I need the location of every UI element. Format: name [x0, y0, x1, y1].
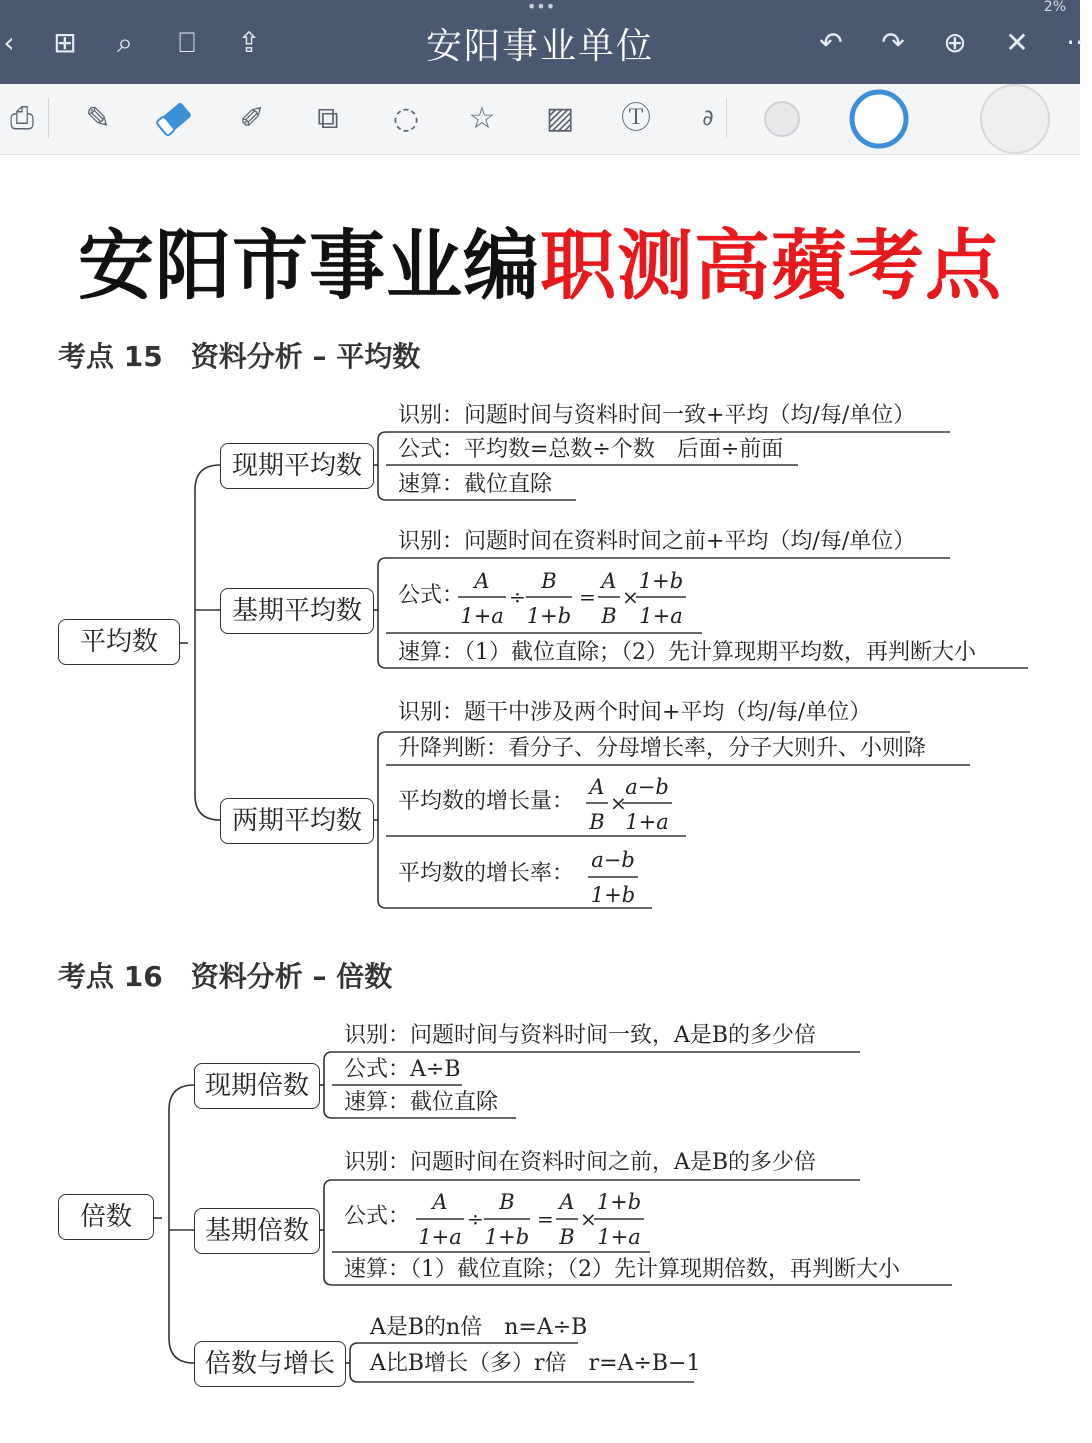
s16-b1-identify: 识别：问题时间与资料时间一致，A是B的多少倍	[344, 1023, 817, 1048]
page-icon[interactable]: ⎙	[10, 101, 34, 136]
node-base-multiple: 基期倍数	[194, 1208, 320, 1254]
node-multiple-root: 倍数	[58, 1194, 154, 1240]
frac-num: A	[589, 775, 605, 799]
s16-b1-quick: 速算：截位直除	[344, 1090, 499, 1115]
node-multiple-and-growth: 倍数与增长	[194, 1341, 346, 1387]
battery-status: 2%	[1043, 0, 1066, 15]
op-multiply: ×	[580, 1207, 597, 1231]
undo-icon[interactable]: ↶	[819, 26, 843, 59]
close-icon[interactable]: ✕	[1005, 26, 1029, 59]
node-two-period-average: 两期平均数	[220, 798, 374, 844]
s15-b2-quick: 速算：（1）截位直除；（2）先计算现期平均数，再判断大小	[398, 640, 976, 665]
op-multiply: ×	[610, 791, 627, 815]
frac-num: a−b	[591, 848, 635, 872]
section-15-header: 考点 15 资料分析 – 平均数	[58, 340, 421, 373]
s15-b3-identify: 识别：题干中涉及两个时间+平均（均/每/单位）	[398, 700, 872, 725]
s16-b1-formula: 公式：A÷B	[344, 1057, 461, 1082]
frac-den: 1+a	[460, 604, 504, 628]
op-divide: ÷	[509, 585, 526, 609]
frac-den: 1+a	[639, 604, 683, 628]
frac-num: 1+b	[596, 1190, 642, 1214]
frac-num: 1+b	[638, 569, 684, 593]
search-icon[interactable]: ⌕	[117, 26, 133, 59]
image-icon[interactable]: ▨	[545, 101, 575, 136]
frac-den: B	[559, 1225, 575, 1249]
frac-num: A	[601, 569, 617, 593]
frac-num: A	[474, 569, 490, 593]
frac-num: a−b	[625, 775, 669, 799]
frac-den: 1+a	[625, 810, 669, 834]
frac-den: 1+b	[590, 883, 636, 907]
s15-b2-identify: 识别：问题时间在资料时间之前+平均（均/每/单位）	[398, 529, 916, 554]
frac-num: A	[432, 1190, 448, 1214]
s15-b3-trend: 升降判断：看分子、分母增长率，分子大则升、小则降	[398, 736, 927, 761]
node-current-multiple: 现期倍数	[194, 1063, 320, 1109]
s16-b2-identify: 识别：问题时间在资料时间之前，A是B的多少倍	[344, 1150, 817, 1175]
headline-black: 安阳市事业编	[78, 221, 540, 310]
highlighter-icon[interactable]: ✐	[239, 101, 265, 136]
bookmark-icon[interactable]: ⎕	[178, 26, 196, 59]
drag-handle-icon[interactable]: •••	[526, 0, 556, 16]
pen-icon[interactable]: ✎	[85, 101, 111, 136]
frac-num: A	[559, 1190, 575, 1214]
s15-b3-growth-amount-label: 平均数的增长量：	[398, 789, 575, 814]
op-equals: =	[537, 1207, 554, 1231]
frac-den: B	[601, 604, 617, 628]
grid-icon[interactable]: ⊞	[53, 26, 77, 59]
frac-num: B	[541, 569, 557, 593]
document-title: 安阳事业单位	[425, 26, 654, 67]
add-page-icon[interactable]: ⊕	[943, 26, 967, 59]
op-multiply: ×	[622, 585, 639, 609]
s16-b2-quick: 速算：（1）截位直除；（2）先计算现期倍数，再判断大小	[344, 1257, 900, 1282]
more-icon[interactable]: ··	[1066, 26, 1084, 59]
s15-b2-formula-label: 公式：	[398, 583, 465, 608]
s16-b2-formula-label: 公式：	[344, 1204, 411, 1229]
s15-b3-growth-rate-label: 平均数的增长率：	[398, 861, 575, 886]
section-16-header: 考点 16 资料分析 – 倍数	[58, 960, 393, 993]
s16-b3-growth: A比B增长（多）r倍 r=A÷B−1	[370, 1351, 701, 1376]
s15-b1-identify: 识别：问题时间与资料时间一致+平均（均/每/单位）	[398, 403, 916, 428]
op-equals: =	[579, 585, 596, 609]
s15-b1-formula: 公式：平均数=总数÷个数 后面÷前面	[398, 437, 784, 462]
op-divide: ÷	[467, 1207, 484, 1231]
redo-icon[interactable]: ↷	[881, 26, 905, 59]
text-icon[interactable]: Ⓣ	[621, 101, 651, 136]
frac-den: 1+a	[418, 1225, 462, 1249]
frac-den: 1+a	[597, 1225, 641, 1249]
frac-den: 1+b	[484, 1225, 530, 1249]
share-icon[interactable]: ⇪	[237, 26, 261, 59]
headline-red: 职测高蘋考点	[540, 221, 1002, 310]
frac-den: 1+b	[526, 604, 572, 628]
frac-num: B	[499, 1190, 515, 1214]
back-icon[interactable]: ‹	[3, 26, 15, 59]
sticker-icon[interactable]: ☆	[468, 101, 496, 136]
s16-b3-times: A是B的n倍 n=A÷B	[370, 1315, 588, 1340]
s15-b1-quick: 速算：截位直除	[398, 472, 553, 497]
lasso-icon[interactable]: ◌	[392, 101, 420, 136]
node-current-average: 现期平均数	[220, 443, 374, 489]
node-base-average: 基期平均数	[220, 588, 374, 634]
shapes-icon[interactable]: ⧉	[317, 101, 339, 136]
link-icon[interactable]: ∂	[702, 106, 714, 131]
node-average-root: 平均数	[58, 619, 180, 665]
frac-den: B	[589, 810, 605, 834]
